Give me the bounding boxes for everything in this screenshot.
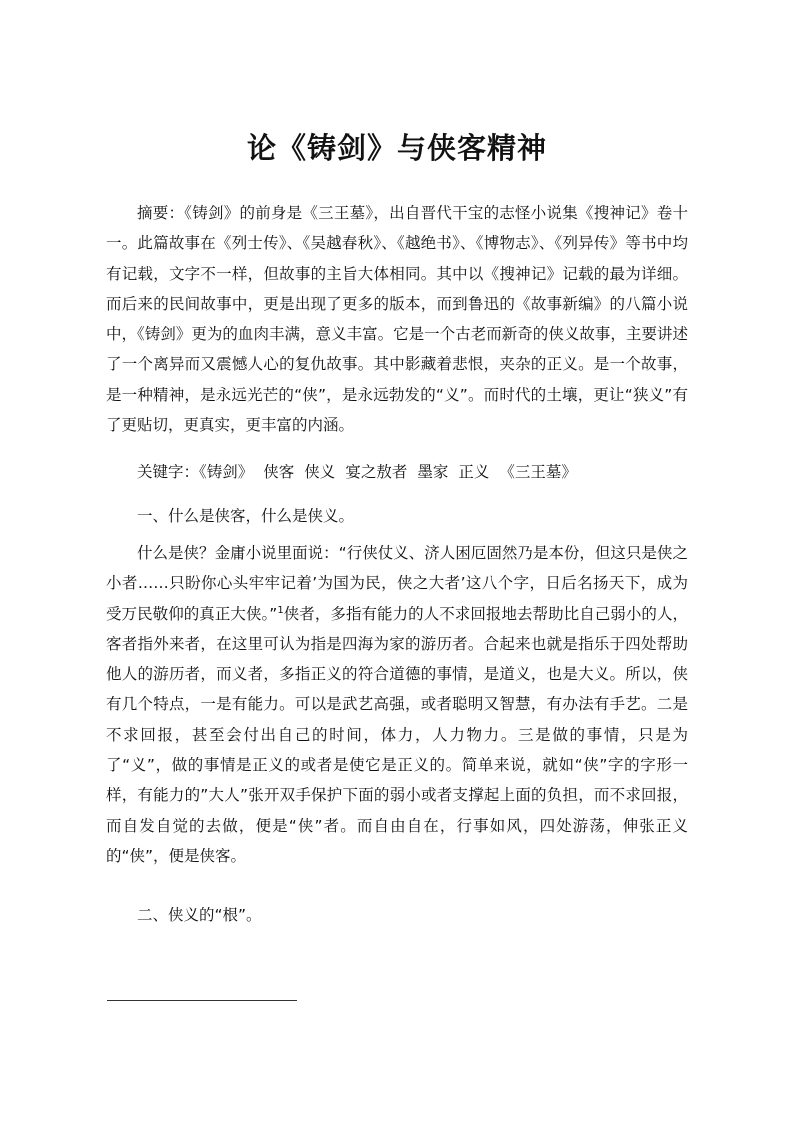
keyword-item: 《铸剑》 <box>199 463 254 481</box>
section-2-heading: 二、侠义的“根”。 <box>137 906 262 924</box>
keyword-item: 宴之敖者 <box>345 463 408 481</box>
keyword-item: 侠义 <box>304 463 336 481</box>
section-1-text-part-2: 侠者，多指有能力的人不求回报地去帮助比自己弱小的人，客者指外来者，在这里可认为指是四海为家的游历者。合起来也就是指乐于四处帮助他人的游历者，而义者，多指正义的符合道德的事情，是道义，也是大义。所以，侠有几个特点，一是有能力。可以是武艺高强，或者聪明又智慧，有办法有手艺。二是不求回报，甚至会付出自己的时间，体力，人力物力。三是做的事情，只是为了“义”，做的事情是正义的或者是使它是正义的。简单来说，就如“侠”字的字形一样，有能力的”大人”张开双手保护下面的弱小或者支撑起上面的负担，而不求回报，而自发自觉的去做，便是“侠”者。而自由自在，行事如风，四处游荡，伸张正义的“侠”，便是侠客。 <box>106 604 688 865</box>
section-1-heading: 一、什么是侠客，什么是侠义。 <box>137 507 355 525</box>
keywords-label: 关键字： <box>137 463 200 481</box>
section-1-body <box>106 538 688 871</box>
keyword-item: 侠客 <box>263 463 295 481</box>
abstract-paragraph: 摘要：《铸剑》的前身是《三王墓》，出自晋代干宝的志怪小说集《搜神记》卷十一。此篇故事在《列士传》、《吴越春秋》、《越绝书》、《博物志》、《列异传》等书中均有记载，文字不一样，但故事的主旨大体相同。其中以《搜神记》记载的最为详细。而后来的民间故事中，更是出现了更多的版本，而到鲁迅的《故事新编》的八篇小说中，《铸剑》更为的血肉丰满，意义丰富。它是一个古老而新奇的侠义故事，主要讲述了一个离异而又震憾人心的复仇故事。其中影藏着悲恨，夹杂的正义。是一个故事，是一种精神，是永远光芒的“侠”，是永远勃发的“义”。而时代的土壤，更让“狭义”有了更贴切，更真实，更丰富的内涵。 <box>106 204 688 435</box>
footnote-separator <box>107 1000 297 1001</box>
footnote-reference[interactable]: 1 <box>277 604 284 616</box>
keyword-item: 墨家 <box>417 463 449 481</box>
keywords-line <box>106 457 688 487</box>
keyword-item: 《三王墓》 <box>499 463 577 481</box>
page-title: 论《铸剑》与侠客精神 <box>246 131 547 165</box>
section-1-text-part-1: 什么是侠？金庸小说里面说：“行侠仗义、济人困厄固然乃是本份，但这只是侠之小者……只盼你心头牢牢记着’为国为民，侠之大者’这八个字，日后名扬天下，成为受万民敬仰的真正大侠。” <box>106 544 688 623</box>
keyword-item: 正义 <box>458 463 490 481</box>
